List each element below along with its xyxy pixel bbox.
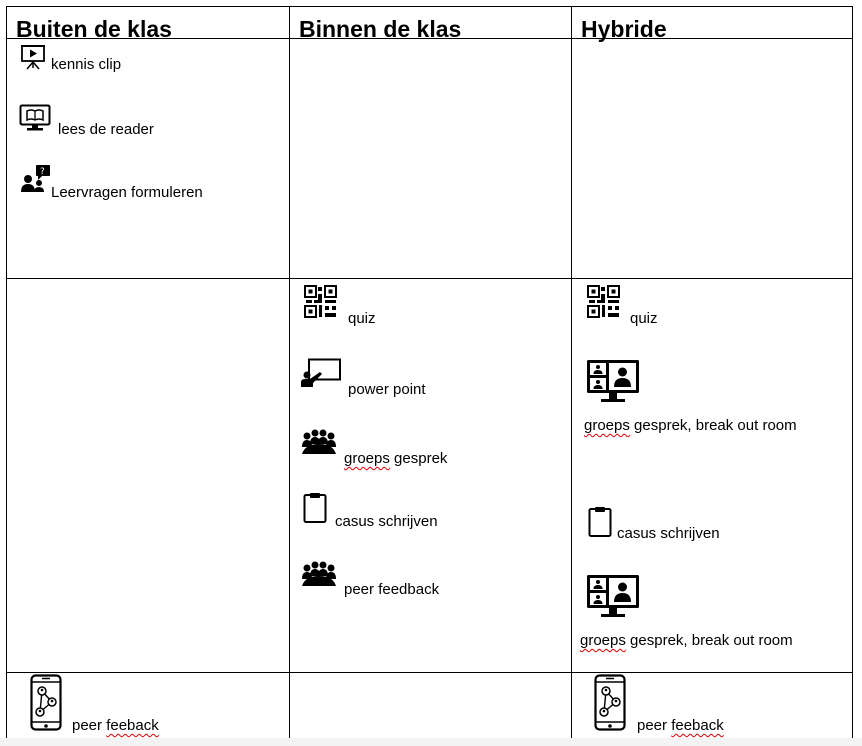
video-conference-icon — [586, 359, 640, 403]
table-border-left — [6, 6, 7, 738]
spelling-flagged-word: groeps — [580, 632, 626, 649]
activity-table — [6, 6, 853, 738]
activity-label: power point — [348, 381, 426, 398]
presenter-screen-icon — [300, 358, 342, 388]
table-border-right — [852, 6, 853, 738]
header-outside: Buiten de klas — [16, 16, 172, 42]
activity-label: kennis clip — [51, 56, 122, 73]
group-icon — [301, 561, 337, 587]
header-hybrid: Hybride — [581, 16, 667, 42]
activity-label: peer feedback — [344, 581, 440, 598]
label-word: peer — [72, 717, 103, 734]
activity-label: Leervragen formuleren — [51, 184, 203, 201]
presentation-play-icon — [20, 44, 46, 70]
activity-label — [344, 450, 447, 467]
person-question-icon — [20, 164, 52, 194]
activity-label — [637, 717, 724, 734]
activity-label: casus schrijven — [617, 525, 720, 542]
activity-label — [580, 632, 793, 649]
clipboard-icon — [588, 506, 612, 538]
mobile-network-icon — [30, 674, 62, 732]
qr-code-icon — [587, 285, 620, 318]
monitor-book-icon — [19, 104, 51, 132]
video-conference-icon — [586, 574, 640, 618]
table-border-row1 — [6, 278, 853, 279]
group-icon — [301, 429, 337, 455]
table-border-col2 — [571, 6, 572, 738]
label-word: peer — [637, 717, 668, 734]
activity-label: casus schrijven — [335, 513, 438, 530]
activity-label: lees de reader — [58, 121, 154, 138]
spelling-flagged-word: groeps — [344, 450, 390, 467]
label-rest: gesprek — [389, 450, 448, 467]
header-inside: Binnen de klas — [299, 16, 462, 42]
spelling-flagged-word: feeback — [106, 717, 159, 734]
clipboard-icon — [303, 492, 327, 524]
svg-text:?: ? — [40, 167, 45, 177]
table-border-col1 — [289, 6, 290, 738]
mobile-network-icon — [594, 674, 626, 732]
activity-label — [584, 417, 797, 434]
table-border-row2 — [6, 672, 853, 673]
qr-code-icon — [304, 285, 337, 318]
label-rest: gesprek, break out room — [625, 632, 793, 649]
activity-label: quiz — [348, 310, 376, 327]
activity-label: quiz — [630, 310, 658, 327]
activity-label — [72, 717, 159, 734]
spelling-flagged-word: groeps — [584, 417, 630, 434]
label-rest: gesprek, break out room — [629, 417, 797, 434]
table-border-top — [6, 6, 853, 7]
spelling-flagged-word: feeback — [671, 717, 724, 734]
